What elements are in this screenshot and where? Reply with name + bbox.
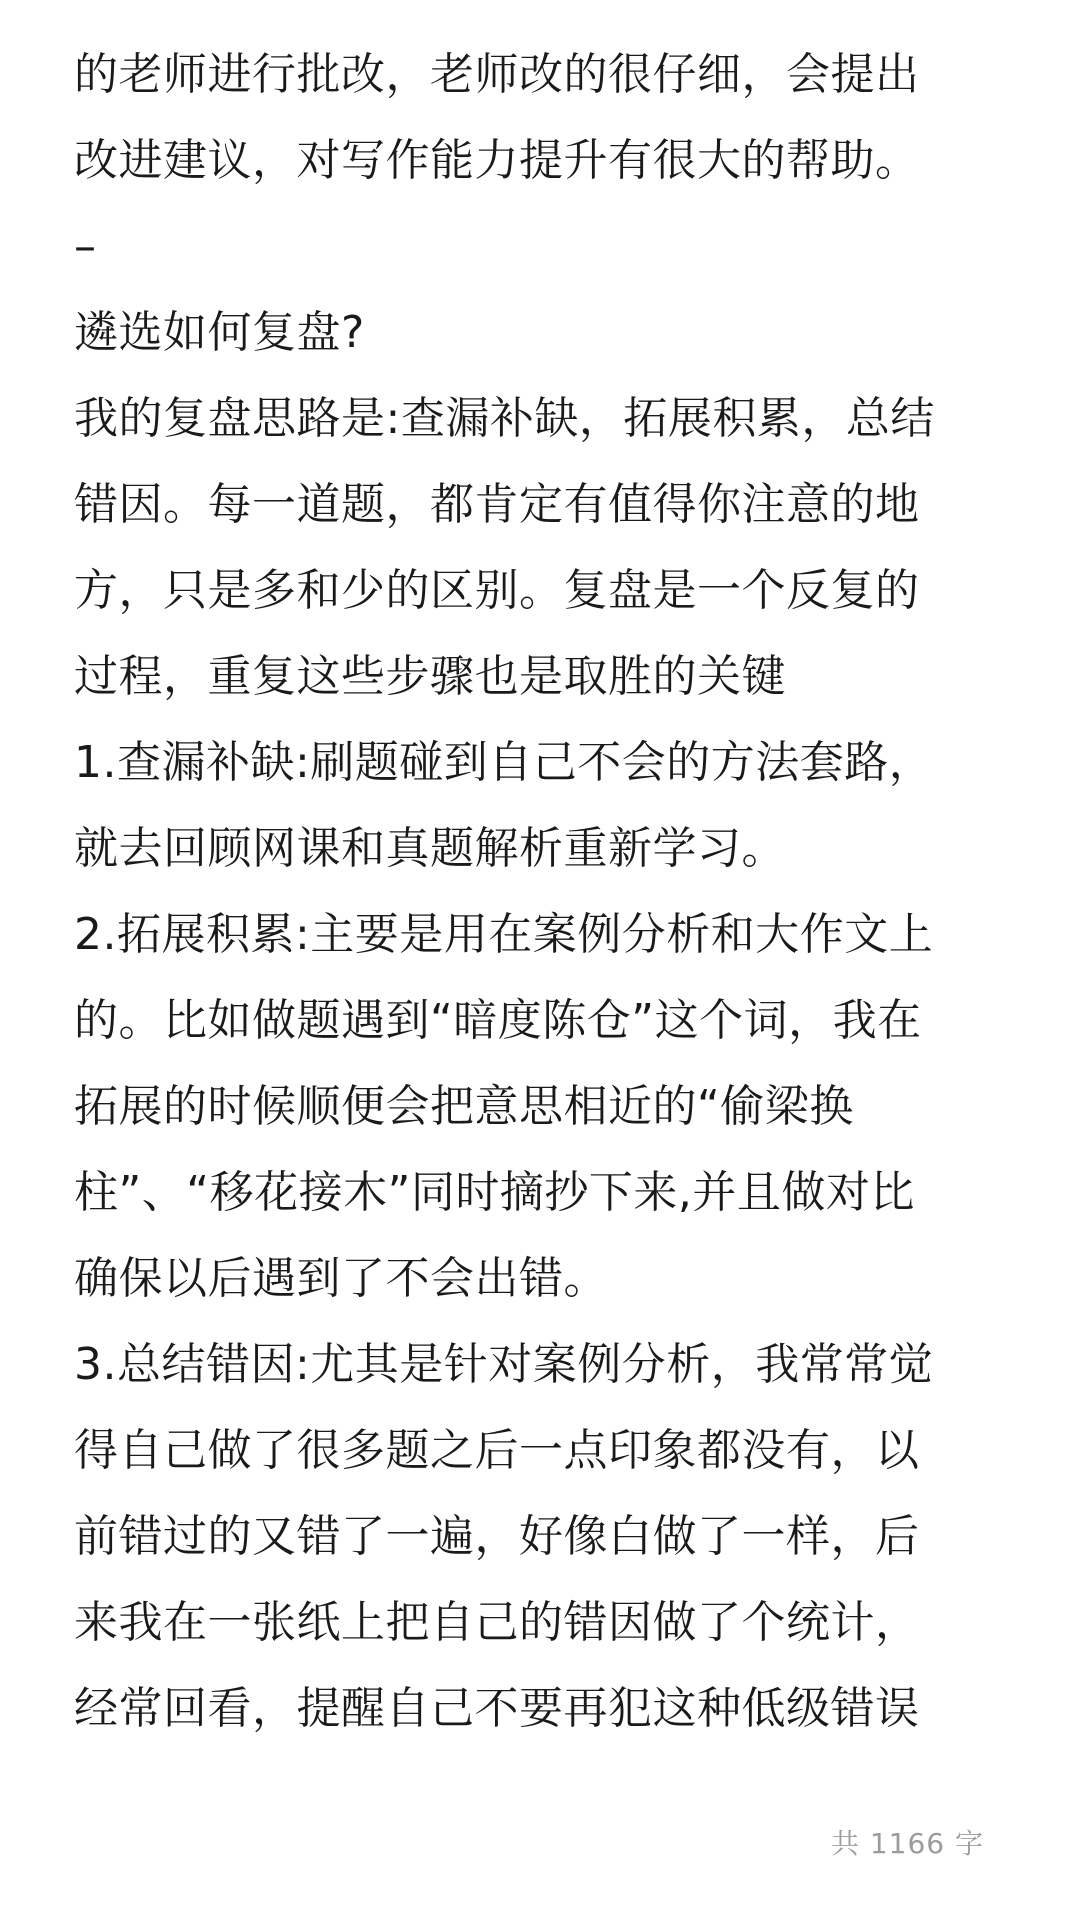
text-line: 前错过的又错了一遍，好像白做了一样，后 (74, 1511, 920, 1562)
text-line: 经常回看，提醒自己不要再犯这种低级错误 (74, 1683, 920, 1734)
text-line: 3.总结错因:尤其是针对案例分析，我常常觉 (74, 1339, 934, 1390)
text-line: 2.拓展积累:主要是用在案例分析和大作文上 (74, 909, 934, 960)
text-line: 错因。每一道题，都肯定有值得你注意的地 (74, 479, 920, 530)
text-line: 的。比如做题遇到“暗度陈仓”这个词，我在 (74, 995, 922, 1046)
text-line: 拓展的时候顺便会把意思相近的“偷梁换 (74, 1081, 854, 1132)
article-body (74, 32, 1034, 1752)
text-line: 得自己做了很多题之后一点印象都没有，以 (74, 1425, 920, 1476)
word-count-label: 共 1166 字 (830, 1827, 984, 1860)
section-divider: – (74, 221, 97, 272)
text-line: 就去回顾网课和真题解析重新学习。 (74, 823, 786, 874)
text-line: 改进建议，对写作能力提升有很大的帮助。 (74, 135, 920, 186)
text-line: 柱”、“移花接木”同时摘抄下来,并且做对比 (74, 1167, 915, 1218)
text-line: 来我在一张纸上把自己的错因做了个统计， (74, 1597, 920, 1648)
text-line: 过程，重复这些步骤也是取胜的关键 (74, 651, 786, 702)
text-line: 方，只是多和少的区别。复盘是一个反复的 (74, 565, 920, 616)
text-line: 确保以后遇到了不会出错。 (74, 1253, 608, 1304)
text-line: 1.查漏补缺:刷题碰到自己不会的方法套路， (74, 737, 934, 788)
text-line: 的老师进行批改，老师改的很仔细，会提出 (74, 49, 920, 100)
text-line: 我的复盘思路是:查漏补缺，拓展积累，总结 (74, 393, 935, 444)
section-heading: 遴选如何复盘? (74, 307, 365, 358)
